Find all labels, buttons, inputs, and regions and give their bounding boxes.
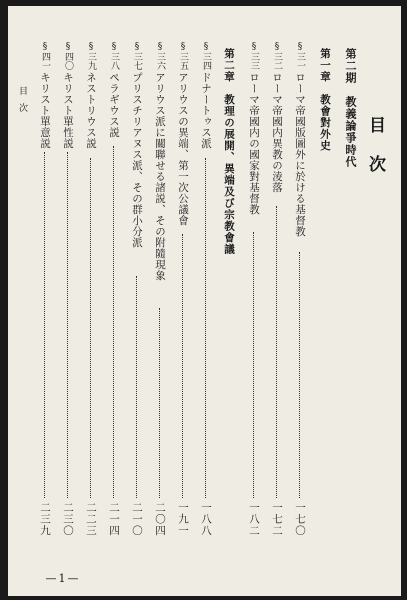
section-number: §四〇 [63,42,73,70]
entry-title: ローマ帝國内異教の淩落 [271,72,283,193]
dot-leader [67,152,68,498]
section-number: §三五 [178,42,188,70]
page-number: 一八二 [248,502,260,537]
entry-title: ネストリウス説 [85,72,97,149]
page-number: 二三九 [39,502,51,537]
page-number: 一七〇 [294,502,306,537]
section-number: §三二 [272,42,282,70]
page-number: 二〇四 [154,502,166,537]
book-page [8,6,401,596]
entry-title: キリスト單性説 [62,72,74,149]
section-number: §三四 [201,42,211,70]
page-number: 二一〇 [131,502,143,537]
page-title: 目次 [365,116,385,194]
page-number: 二三〇 [62,502,74,537]
section-number: §三七 [132,42,142,70]
entry-title: ドナートゥス派 [200,72,212,149]
dot-leader [159,308,160,498]
entry-title: アリウスの異端、第一次公議會 [177,72,189,226]
dot-leader [253,232,254,498]
dot-leader [276,206,277,498]
page-number: 二一四 [108,502,120,537]
entry-title: ローマ帝國内の國家對基督教 [248,72,260,215]
section-number: §四一 [40,42,50,70]
running-head: 目次 [17,86,27,120]
page-folio: —1— [45,572,81,585]
chapter-1-heading: 第一章 教會對外史 [319,48,331,152]
dot-leader [182,234,183,498]
section-number: §三八 [109,42,119,70]
dot-leader [205,158,206,498]
dot-leader [90,158,91,498]
page-number: 一七二 [271,502,283,537]
page-number: 一九一 [177,502,189,537]
section-number: §三九 [86,42,96,70]
entry-title: アリウス派に關聯せる諸説、その附隨現象 [154,72,166,281]
dot-leader [44,152,45,498]
dot-leader [299,252,300,498]
dot-leader [136,276,137,498]
page-number: 一八八 [200,502,212,537]
section-number: §三一 [295,42,305,70]
entry-title: ローマ帝國版圖外に於ける基督教 [294,72,306,237]
section-number: §三六 [155,42,165,70]
page-number: 二二三 [85,502,97,537]
entry-title: キリスト單意説 [39,72,51,149]
entry-title: ペラギウス説 [108,72,120,138]
period-heading: 第二期 教義論爭時代 [344,48,357,168]
chapter-2-heading: 第二章 教理の展開、異端及び宗教會議 [223,48,235,255]
section-number: §三三 [249,42,259,70]
dot-leader [113,146,114,498]
entry-title: プリスチリアヌス派、その群小分派 [131,72,143,248]
